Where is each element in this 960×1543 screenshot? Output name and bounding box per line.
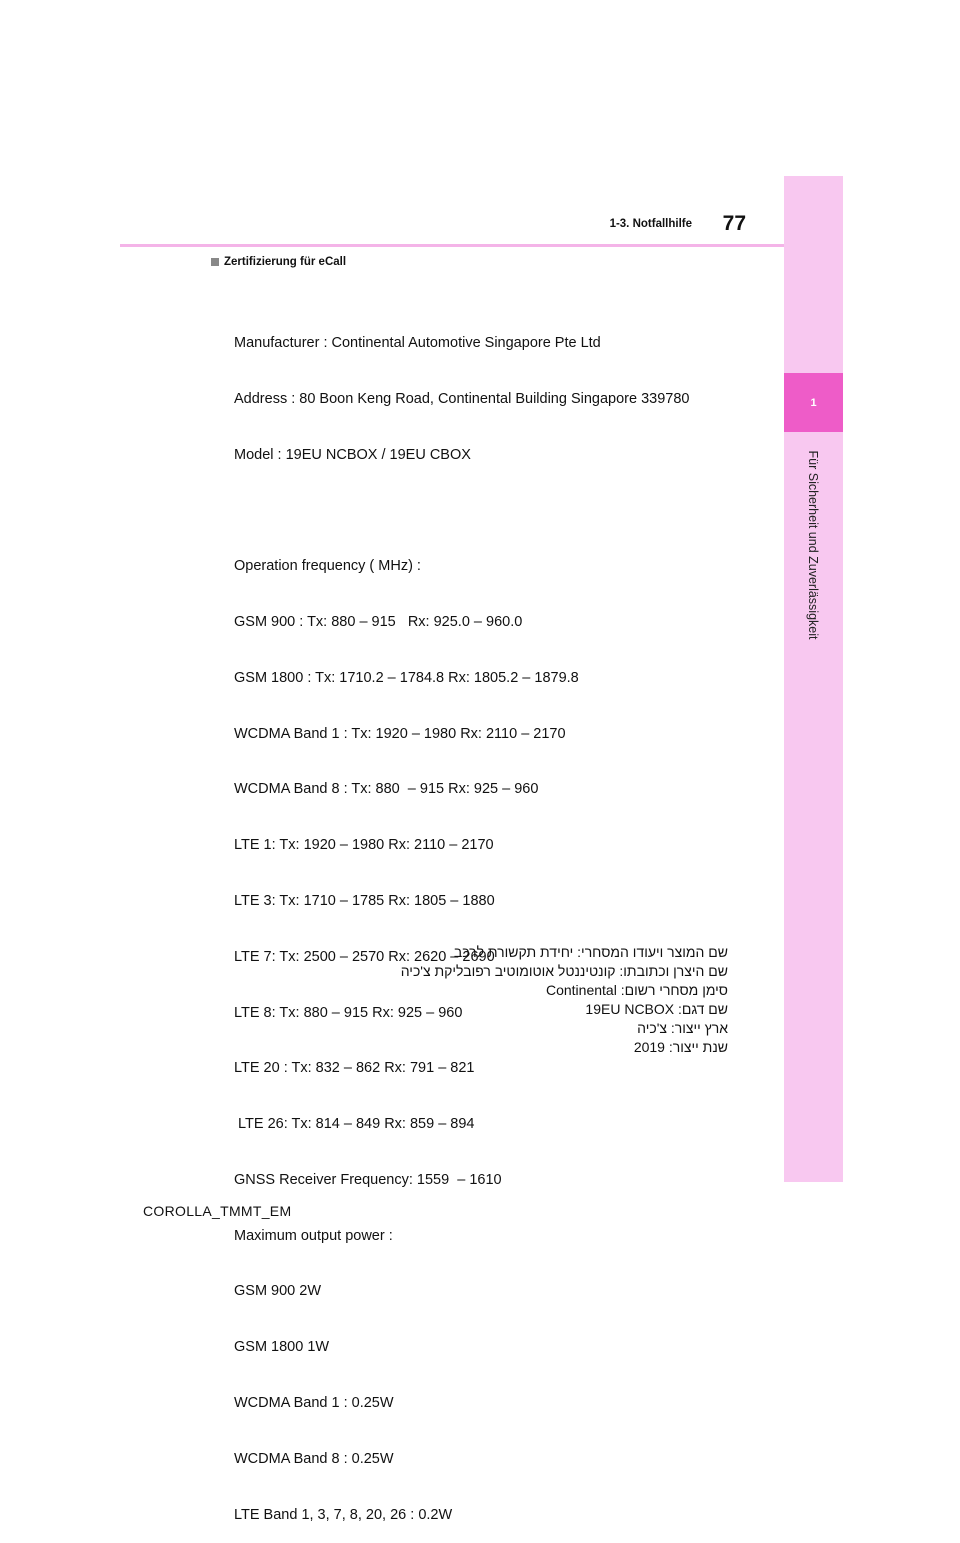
spec-line: Model : 19EU NCBOX / 19EU CBOX (234, 446, 471, 463)
chapter-number-tab: 1 (784, 373, 843, 432)
spec-line: GSM 1800 : Tx: 1710.2 – 1784.8 Rx: 1805.2 – 1879.8 (234, 669, 579, 686)
spec-line: WCDMA Band 8 : 0.25W (234, 1450, 394, 1467)
square-bullet-icon (211, 258, 219, 266)
spec-line: LTE 3: Tx: 1710 – 1785 Rx: 1805 – 1880 (234, 893, 495, 909)
spec-line: GNSS Receiver Frequency: 1559 – 1610 (234, 1171, 502, 1188)
hebrew-line: סימן מסחרי רשום: Continental (545, 982, 728, 998)
chapter-title-vertical: Für Sicherheit und Zuverlässigkeit (806, 450, 820, 640)
spec-line: LTE 20 : Tx: 832 – 862 Rx: 791 – 821 (234, 1060, 475, 1077)
section-title: 1-3. Notfallhilfe (609, 218, 692, 230)
spec-line: LTE 8: Tx: 880 – 915 Rx: 925 – 960 (234, 1004, 463, 1021)
certification-specs (234, 297, 689, 1543)
spec-gap (234, 502, 689, 521)
spec-line: GSM 900 2W (234, 1283, 322, 1300)
header-divider (120, 244, 784, 247)
hebrew-line: שנת ייצור: 2019 (633, 1039, 728, 1055)
spec-line: LTE Band 1, 3, 7, 8, 20, 26 : 0.2W (234, 1506, 453, 1523)
hebrew-line: שם היצרן וכתובתו: קונטיננטל אוטומוטיב רפובליקת צ'כיה (400, 963, 728, 979)
spec-line: Manufacturer : Continental Automotive Singapore Pte Ltd (234, 335, 601, 352)
spec-line: LTE 26: Tx: 814 – 849 Rx: 859 – 894 (234, 1116, 475, 1133)
subheading (211, 256, 346, 268)
hebrew-certification (328, 943, 728, 1057)
page-number: 77 (722, 212, 746, 235)
spec-line: WCDMA Band 8 : Tx: 880 – 915 Rx: 925 – 960 (234, 781, 539, 798)
spec-line: LTE 1: Tx: 1920 – 1980 Rx: 2110 – 2170 (234, 837, 494, 854)
subheading-text: Zertifizierung für eCall (224, 256, 347, 268)
chapter-side-tab (784, 176, 843, 1182)
spec-line: GSM 900 : Tx: 880 – 915 Rx: 925.0 – 960.0 (234, 614, 523, 631)
hebrew-line: שם המוצר ויעודו המסחרי: יחידת תקשורת לרכב (453, 944, 728, 960)
spec-line: LTE 7: Tx: 2500 – 2570 Rx: 2620 – 2690 (234, 948, 495, 965)
hebrew-line: ארץ ייצור: צ'כיה (637, 1020, 728, 1036)
footer-model-code: COROLLA_TMMT_EM (143, 1203, 292, 1219)
spec-line: Operation frequency ( MHz) : (234, 558, 421, 575)
spec-line: GSM 1800 1W (234, 1339, 330, 1356)
spec-line: WCDMA Band 1 : 0.25W (234, 1395, 394, 1412)
spec-line: Maximum output power : (234, 1227, 393, 1244)
spec-line: Address : 80 Boon Keng Road, Continental Building Singapore 339780 (234, 390, 690, 407)
spec-line: WCDMA Band 1 : Tx: 1920 – 1980 Rx: 2110 – 2170 (234, 725, 566, 742)
hebrew-line: שם דגם: 19EU NCBOX (585, 1001, 728, 1017)
